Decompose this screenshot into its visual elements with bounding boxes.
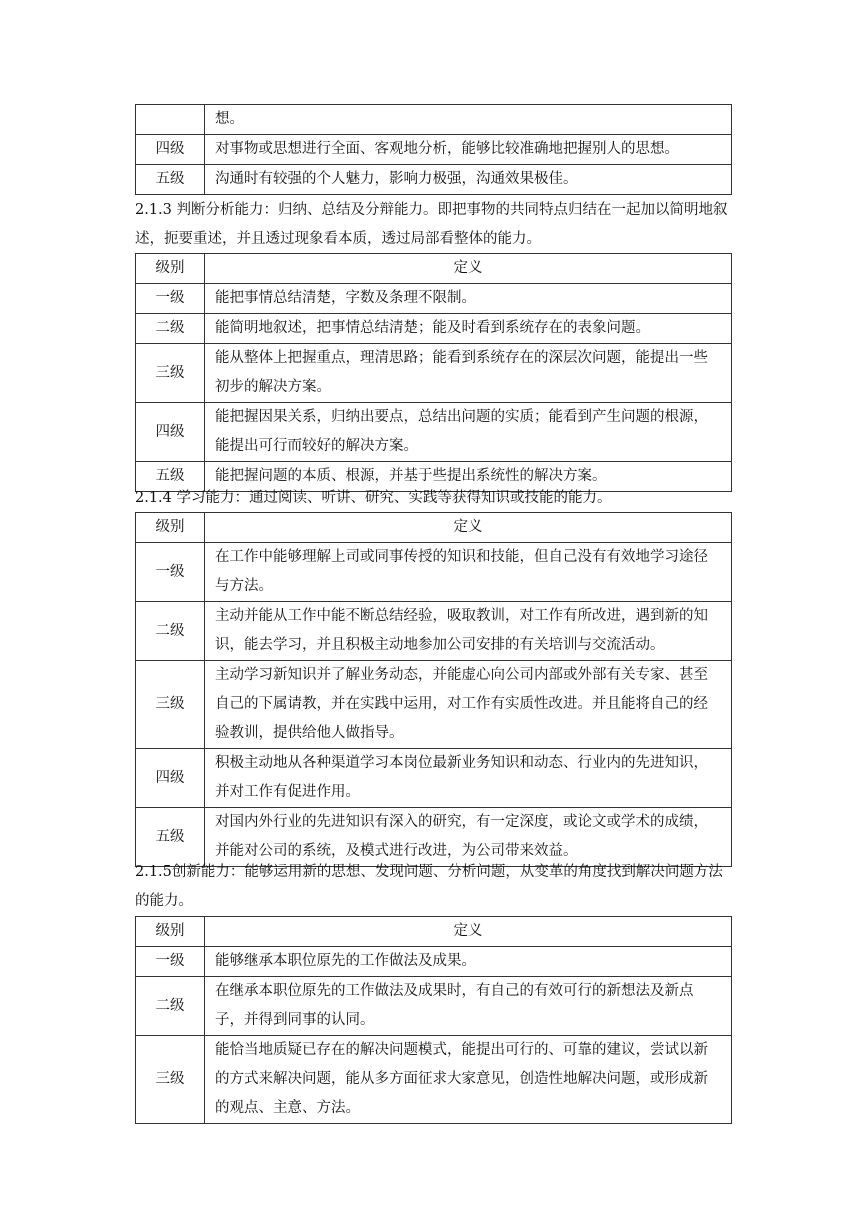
definition-cell: 能把握问题的本质、根源，并基于些提出系统性的解决方案。 — [205, 462, 732, 492]
innovation-level-table — [135, 916, 732, 1124]
table-row — [136, 602, 732, 661]
analysis-level-table — [135, 253, 732, 492]
table-row — [136, 977, 732, 1036]
level-cell: 四级 — [136, 749, 205, 808]
section-heading-learning: 2.1.4 学习能力：通过阅读、听讲、研究、实践等获得知识或技能的能力。 — [135, 490, 612, 506]
column-header-definition: 定义 — [205, 513, 732, 543]
table-header-row — [136, 513, 732, 543]
column-header-level: 级别 — [136, 513, 205, 543]
definition-cell: 主动并能从工作中能不断总结经验，吸取教训，对工作有所改进，遇到新的知识，能去学习，并且积极主动地参加公司安排的有关培训与交流活动。 — [205, 602, 732, 661]
definition-cell: 能恰当地质疑已存在的解决问题模式，能提出可行的、可靠的建议，尝试以新的方式来解决问题，能从多方面征求大家意见，创造性地解决问题，或形成新的观点、主意、方法。 — [205, 1036, 732, 1124]
table-row — [136, 749, 732, 808]
table-row — [136, 947, 732, 977]
column-header-level: 级别 — [136, 917, 205, 947]
section-heading-innovation: 2.1.5创新能力：能够运用新的思想、发现问题、分析问题，从变革的角度找到解决问题方法的能力。 — [135, 864, 723, 909]
definition-cell: 能把握因果关系，归纳出要点，总结出问题的实质；能看到产生问题的根源，能提出可行而较好的解决方案。 — [205, 403, 732, 462]
definition-cell: 沟通时有较强的个人魅力，影响力极强，沟通效果极佳。 — [205, 165, 732, 195]
column-header-level: 级别 — [136, 254, 205, 284]
table-row — [136, 284, 732, 314]
level-cell: 三级 — [136, 661, 205, 749]
table-row — [136, 661, 732, 749]
level-cell: 二级 — [136, 602, 205, 661]
level-cell: 四级 — [136, 403, 205, 462]
level-cell: 五级 — [136, 165, 205, 195]
table-row — [136, 344, 732, 403]
definition-cell: 在工作中能够理解上司或同事传授的知识和技能，但自己没有有效地学习途径与方法。 — [205, 543, 732, 602]
level-cell: 一级 — [136, 947, 205, 977]
level-cell: 三级 — [136, 344, 205, 403]
level-cell: 五级 — [136, 462, 205, 492]
definition-cell: 主动学习新知识并了解业务动态，并能虚心向公司内部或外部有关专家、甚至自己的下属请教，并在实践中运用，对工作有实质性改进。并且能将自己的经验教训，提供给他人做指导。 — [205, 661, 732, 749]
table-row — [136, 314, 732, 344]
definition-cell: 对国内外行业的先进知识有深入的研究，有一定深度，或论文或学术的成绩，并能对公司的系统，及模式进行改进，为公司带来效益。 — [205, 808, 732, 867]
table-row — [136, 105, 732, 135]
column-header-definition: 定义 — [205, 917, 732, 947]
definition-cell: 能把事情总结清楚，字数及条理不限制。 — [205, 284, 732, 314]
level-cell: 二级 — [136, 977, 205, 1036]
communication-level-table — [135, 104, 732, 195]
table-header-row — [136, 917, 732, 947]
level-cell: 二级 — [136, 314, 205, 344]
definition-cell: 在继承本职位原先的工作做法及成果时，有自己的有效可行的新想法及新点子，并得到同事的认同。 — [205, 977, 732, 1036]
definition-cell: 积极主动地从各种渠道学习本岗位最新业务知识和动态、行业内的先进知识，并对工作有促进作用。 — [205, 749, 732, 808]
table-row — [136, 543, 732, 602]
level-cell: 四级 — [136, 135, 205, 165]
section-heading-analysis: 2.1.3 判断分析能力：归纳、总结及分辩能力。即把事物的共同特点归结在一起加以简明地叙述，扼要重述，并且透过现象看本质，透过局部看整体的能力。 — [135, 202, 728, 247]
definition-cell: 能够继承本职位原先的工作做法及成果。 — [205, 947, 732, 977]
table-header-row — [136, 254, 732, 284]
table-row — [136, 403, 732, 462]
table-row — [136, 165, 732, 195]
definition-cell: 对事物或思想进行全面、客观地分析，能够比较准确地把握别人的思想。 — [205, 135, 732, 165]
level-cell: 一级 — [136, 284, 205, 314]
level-cell: 一级 — [136, 543, 205, 602]
definition-cell: 能简明地叙述，把事情总结清楚；能及时看到系统存在的表象问题。 — [205, 314, 732, 344]
definition-cell: 想。 — [205, 105, 732, 135]
table-row — [136, 135, 732, 165]
table-row — [136, 1036, 732, 1124]
column-header-definition: 定义 — [205, 254, 732, 284]
level-cell: 三级 — [136, 1036, 205, 1124]
level-cell: 五级 — [136, 808, 205, 867]
definition-cell: 能从整体上把握重点，理清思路；能看到系统存在的深层次问题，能提出一些初步的解决方案。 — [205, 344, 732, 403]
learning-level-table — [135, 512, 732, 867]
level-cell — [136, 105, 205, 135]
